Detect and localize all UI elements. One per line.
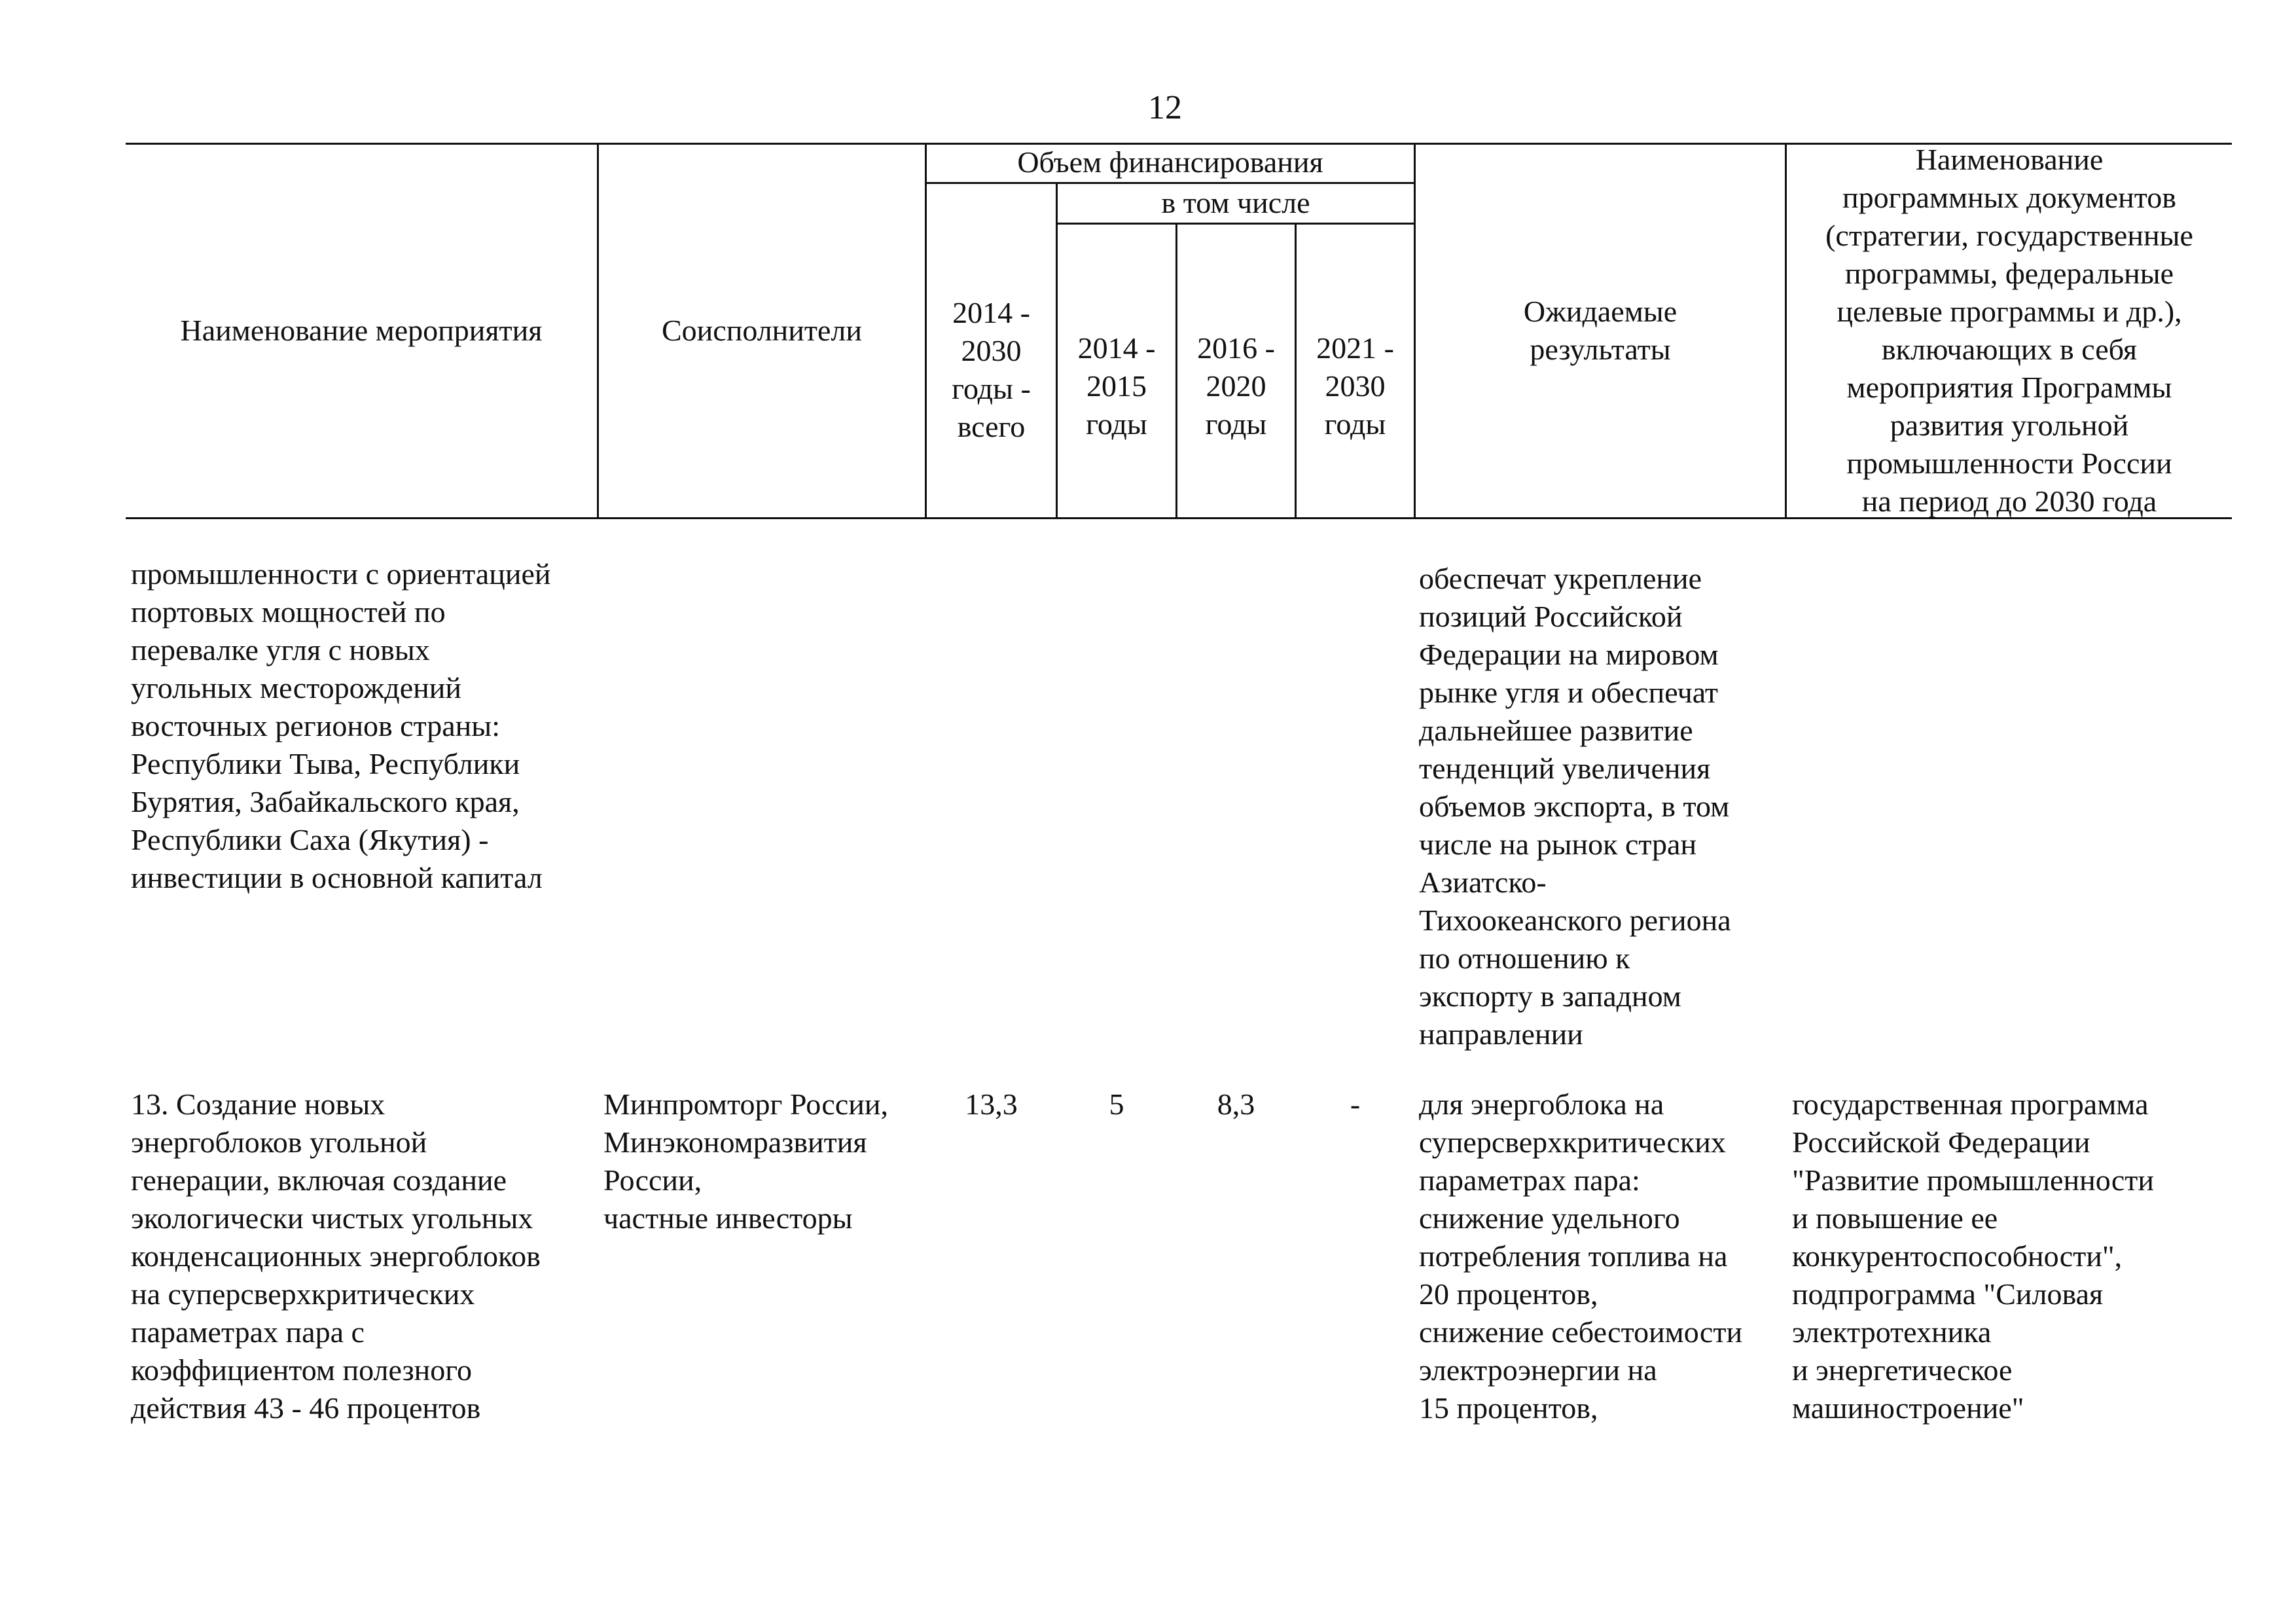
header-name: Наименование мероприятия bbox=[180, 314, 543, 347]
row2-name: 13. Создание новых энергоблоков угольной генерации, включая создание экологически чистых угольных конденсационных энергоблоков на суперсверхкритических параметрах пара с коэффициентом полезного действия 43 - 46 процентов bbox=[131, 1087, 541, 1425]
header-total: 2014 - 2030 годы - всего bbox=[952, 296, 1031, 443]
header-2016-2020: 2016 - 2020 годы bbox=[1197, 331, 1275, 441]
row2-2014-2015: 5 bbox=[1109, 1087, 1124, 1121]
row2-total: 13,3 bbox=[965, 1087, 1018, 1121]
header-results: Ожидаемые результаты bbox=[1523, 295, 1677, 366]
row2-coexecutors: Минпромторг России, Минэкономразвития России, частные инвесторы bbox=[603, 1087, 889, 1235]
row2-programs: государственная программа Российской Федерации "Развитие промышленности и повышение ее конкурентоспособности", подпрограмма "Силовая электротехника и энергетическое машиностроение" bbox=[1792, 1087, 2154, 1425]
page-number: 12 bbox=[1148, 89, 1182, 126]
header-coexecutors: Соисполнители bbox=[661, 314, 862, 347]
header-2014-2015: 2014 - 2015 годы bbox=[1077, 331, 1156, 441]
row1-name: промышленности с ориентацией портовых мощностей по перевалке угля с новых угольных месторождений восточных регионов страны: Республики Тыва, Республики Бурятия, Забайкальского края, Республики Саха (Якутия) - инвестиции в основной капитал bbox=[131, 557, 551, 894]
header-2021-2030: 2021 - 2030 годы bbox=[1316, 331, 1394, 441]
row2-2021-2030: - bbox=[1350, 1087, 1361, 1121]
header-financing: Объем финансирования bbox=[1017, 145, 1323, 179]
including-rule bbox=[1056, 223, 1415, 225]
row2-results: для энергоблока на суперсверхкритических параметрах пара: снижение удельного потребления топлива на 20 процентов, снижение себестоимости электроэнергии на 15 процентов, bbox=[1419, 1087, 1743, 1425]
header-programs: Наименование программных документов (стратегии, государственные программы, федеральные целевые программы и др.), включающих в себя мероприятия Программы развития угольной промышленности России на период до 2030 года bbox=[1825, 143, 2193, 518]
row1-results: обеспечат укрепление позиций Российской Федерации на мировом рынке угля и обеспечат дальнейшее развитие тенденций увеличения объемов экспорта, в том числе на рынок стран Азиатско- Тихоокеанского региона по отношению к экспорту в западном направлении bbox=[1419, 562, 1731, 1051]
header-including: в том числе bbox=[1161, 186, 1310, 219]
row2-2016-2020: 8,3 bbox=[1217, 1087, 1255, 1121]
